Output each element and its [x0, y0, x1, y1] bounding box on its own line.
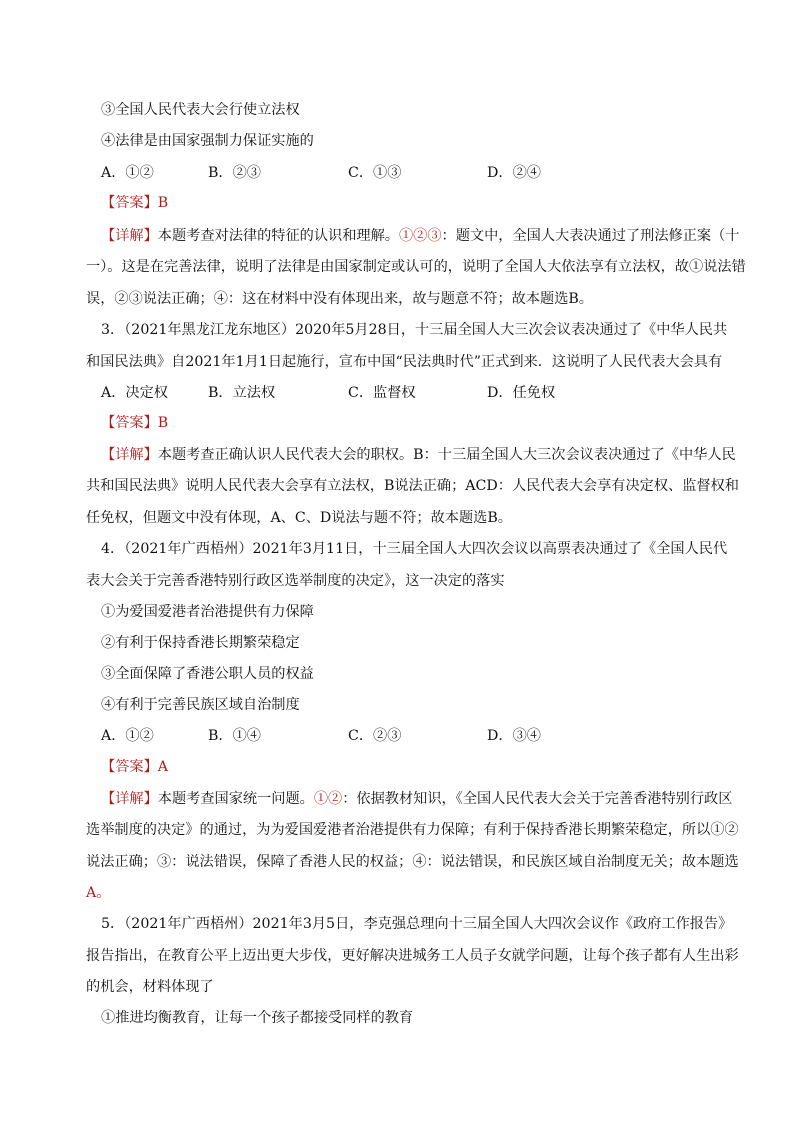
explanation-line: 一）。这是在完善法律，说明了法律是由国家制定或认可的，说明了全国人大依法享有立法权，故①说法错	[86, 259, 746, 275]
explanation-text: 本题考查国家统一问题。	[157, 791, 314, 807]
explanation-line	[101, 226, 740, 246]
option-line: ④有利于完善民族区域自治制度	[101, 697, 300, 713]
choice-a: A．①②	[101, 728, 154, 744]
choice-d: D．②④	[487, 165, 541, 181]
choice-d: D．③④	[487, 728, 541, 744]
question-line: 报告指出，在教育公平上迈出更大步伐，更好解决进城务工人员子女就学问题，让每个孩子都有人生出彩	[86, 948, 739, 964]
answer-value: B	[157, 195, 169, 211]
choice-row	[101, 163, 701, 183]
question-line: 3．（2021年黑龙江龙东地区）2020年5月28日，十三届全国人大三次会议表决通过了《中华人民共	[101, 322, 728, 338]
explanation-line	[101, 445, 736, 465]
choice-a: A．①②	[101, 165, 154, 181]
choice-c: C．②③	[348, 728, 402, 744]
question-line: 4．（2021年广西梧州）2021年3月11日，十三届全国人大四次会议以高票表决通过了《全国人民代	[101, 541, 728, 557]
answer-tag: 【答案】	[101, 759, 158, 775]
answer-value: B	[157, 415, 169, 431]
explanation-line	[101, 789, 732, 809]
explanation-line: 说法正确；③：说法错误，保障了香港人民的权益；④：说法错误，和民族区域自治制度无关；故本题选	[86, 854, 739, 870]
choice-row	[101, 383, 701, 403]
option-line: ④法律是由国家强制力保证实施的	[101, 133, 314, 149]
highlight-text: ①②③	[398, 228, 442, 244]
question-line: 表大会关于完善香港特别行政区选举制度的决定》，这一决定的落实	[86, 573, 505, 589]
answer-line	[101, 413, 168, 433]
option-line: ①推进均衡教育，让每一个孩子都接受同样的教育	[101, 1010, 414, 1026]
choice-c: C．①③	[348, 165, 402, 181]
answer-value: A	[157, 759, 169, 775]
choice-b: B．立法权	[208, 385, 276, 401]
explanation-tag: 【详解】	[101, 228, 158, 244]
explanation-text: 本题考查对法律的特征的认识和理解。	[157, 228, 399, 244]
choice-row	[101, 726, 701, 746]
choice-b: B．①④	[208, 728, 261, 744]
option-line: ③全面保障了香港公职人员的权益	[101, 666, 314, 682]
explanation-text: ：依据教材知识，《全国人民代表大会关于完善香港特别行政区	[342, 791, 733, 807]
answer-line	[101, 757, 168, 777]
explanation-line: A。	[86, 885, 111, 901]
explanation-tag: 【详解】	[101, 447, 158, 463]
question-line: 和国民法典》自2021年1月1日起施行，宣布中国“民法典时代”正式到来．这说明了人民代表大会具有	[86, 354, 723, 370]
explanation-text: ：题文中，全国人大表决通过了刑法修正案（十	[441, 228, 740, 244]
explanation-tag: 【详解】	[101, 791, 158, 807]
choice-b: B．②③	[208, 165, 261, 181]
option-line: ③全国人民代表大会行使立法权	[101, 102, 300, 118]
explanation-text: 本题考查正确认识人民代表大会的职权。B：十三届全国人大三次会议表决通过了《中华人民	[157, 447, 736, 463]
option-line: ②有利于保持香港长期繁荣稳定	[101, 635, 300, 651]
highlight-text: ①②	[313, 791, 343, 807]
answer-tag: 【答案】	[101, 415, 158, 431]
choice-d: D．任免权	[487, 385, 556, 401]
answer-tag: 【答案】	[101, 195, 158, 211]
explanation-line: 任免权，但题文中没有体现，A、C、D说法与题不符；故本题选B。	[86, 510, 512, 526]
explanation-line: 共和国民法典》说明人民代表大会享有立法权，B说法正确；ACD：人民代表大会享有决定权、监督权和	[86, 478, 739, 494]
choice-a: A．决定权	[101, 385, 168, 401]
explanation-line: 选举制度的决定》的通过，为为爱国爱港者治港提供有力保障；有利于保持香港长期繁荣稳定，所以①②	[86, 822, 739, 838]
question-line: 的机会，材料体现了	[86, 979, 214, 995]
choice-c: C．监督权	[348, 385, 416, 401]
answer-line	[101, 193, 168, 213]
option-line: ①为爱国爱港者治港提供有力保障	[101, 604, 314, 620]
question-line: 5．（2021年广西梧州）2021年3月5日，李克强总理向十三届全国人大四次会议作《政府工作报告》	[101, 916, 733, 932]
explanation-line: 误，②③说法正确；④：这在材料中没有体现出来，故与题意不符；故本题选B。	[86, 291, 593, 307]
